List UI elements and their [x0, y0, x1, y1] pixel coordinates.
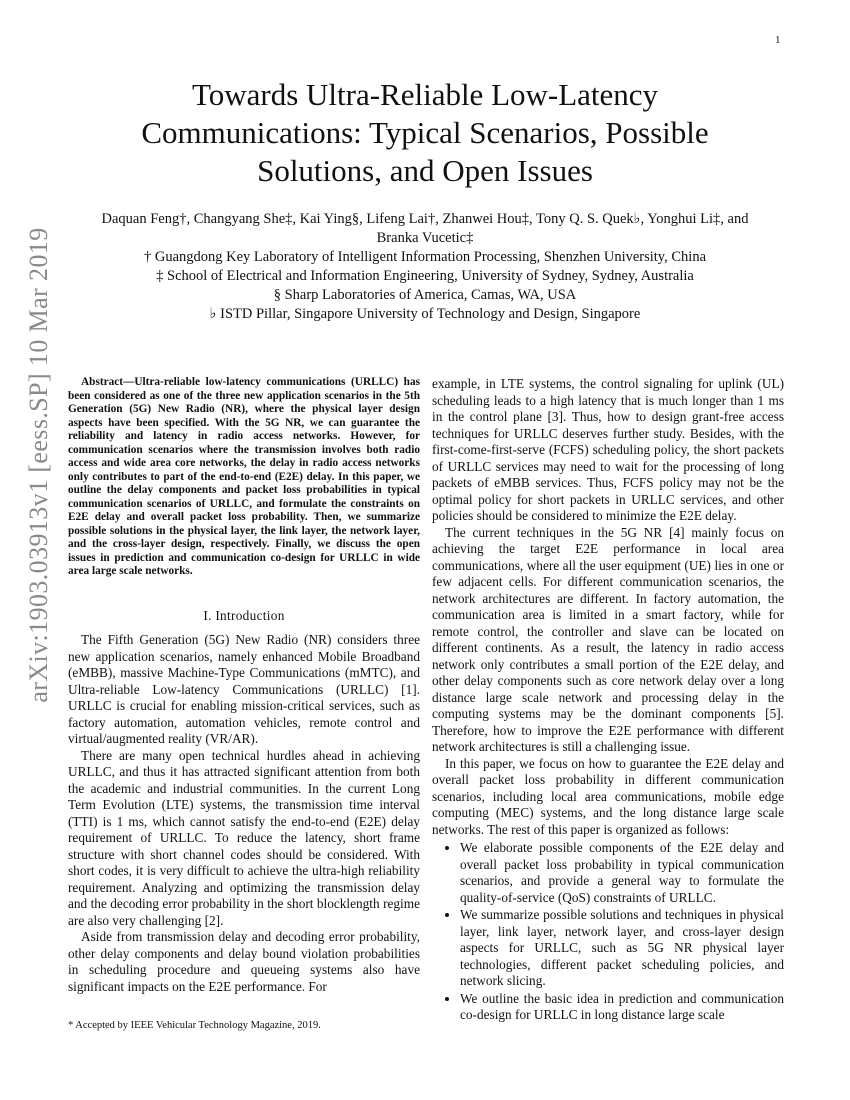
left-column — [68, 376, 420, 995]
affiliations — [70, 248, 780, 324]
paper-title — [80, 76, 770, 190]
affiliation: ♭ ISTD Pillar, Singapore University of Technology and Design, Singapore — [209, 306, 641, 322]
list-item: • We summarize possible solutions and techniques in physical layer, link layer, network layer, and cross-layer design aspects for URLLC, such as 5G NR physical layer technologies, different packet scheduling policies, and network slicing. — [460, 907, 784, 990]
title-line: Solutions, and Open Issues — [257, 153, 593, 188]
contribution-list — [432, 840, 784, 1024]
authors-line-2: Branka Vucetic‡ — [376, 230, 474, 246]
paragraph: example, in LTE systems, the control signaling for uplink (UL) scheduling leads to a high latency that is much longer than 1 ms in the control plane [3]. Thus, how to design grant-free access techniques for URLLC deserves further study. Besides, with the first-come-first-serve (FCFS) scheduling policy, the short packets of URLLC services may need to wait for the processing of long packets of eMBB services. Thus, FCFS policy may not be the optimal policy for short packets in URLLC services, and other policies should be considered to minimize the E2E delay. — [432, 376, 784, 523]
footnote: * Accepted by IEEE Vehicular Technology Magazine, 2019. — [68, 1020, 321, 1031]
author-list — [70, 210, 780, 248]
paragraph: The Fifth Generation (5G) New Radio (NR) considers three new application scenarios, namely enhanced Mobile Broadband (eMBB), massive Machine-Type Communications (mMTC), and Ultra-reliable Low-latency Communications (URLLC) [1]. URLLC is crucial for enabling mission-critical services, such as factory automation, automation vehicles, remote control and virtual/augmented reality (VR/AR). — [68, 632, 420, 746]
abstract: Abstract—Ultra-reliable low-latency communications (URLLC) has been considered as one of the three new application scenarios in the 5th Generation (5G) New Radio (NR), where the physical layer design aspects have been specified. With the 5G NR, we can guarantee the reliability and latency in radio access networks. However, for communication scenarios where the transmission involves both radio access and wide area core networks, the delay in radio access networks only contributes to part of the end-to-end (E2E) delay. In this paper, we outline the delay components and packet loss probabilities in typical communication scenarios of URLLC, and formulate the constraints on E2E delay and overall packet loss probability. Then, we summarize possible solutions in the physical layer, the link layer, the network layer, and the cross-layer design, respectively. Finally, we discuss the open issues in prediction and communication co-design for URLLC in wide area large scale networks. — [68, 376, 420, 577]
affiliation: § Sharp Laboratories of America, Camas, WA, USA — [273, 287, 577, 303]
paragraph: In this paper, we focus on how to guarantee the E2E delay and overall packet loss probability in different communication scenarios, including local area communications, mobile edge computing (MEC) systems, and the long distance large scale networks. The rest of this paper is organized as follows: — [432, 755, 784, 837]
list-item: • We elaborate possible components of the E2E delay and overall packet loss probability in typical communication scenarios, and provide a general way to formulate the quality-of-service (QoS) constraints of URLLC. — [460, 840, 784, 906]
paragraph: The current techniques in the 5G NR [4] mainly focus on achieving the target E2E performance in local area communications, where all the user equipment (UE) lies in one or few adjacent cells. For different communication scenarios, the network architectures are different. In factory automation, the communication area is limited in a smart factory, while for remote control, the controller and slave can be located on different continents. As a result, the latency in radio access network only contributes a small portion of the E2E delay, and other delay components such as core network delay over a long distance large scale network and processing delay in the computing systems may be the dominant components [5]. Therefore, how to improve the E2E performance with different network architectures is still a challenging issue. — [432, 524, 784, 754]
affiliation: † Guangdong Key Laboratory of Intelligent Information Processing, Shenzhen University, China — [143, 249, 707, 265]
paragraph: There are many open technical hurdles ahead in achieving URLLC, and thus it has attracted significant attention from both the academic and industrial communities. In the current Long Term Evolution (LTE) systems, the transmission time interval (TTI) is 1 ms, which cannot satisfy the end-to-end (E2E) delay requirement of URLLC. To reduce the latency, short frame structure with short channel codes should be considered. With short codes, it is very difficult to achieve the ultra-high reliability requirement. Analyzing and optimizing the transmission delay and the decoding error probability in the short blocklength regime are also very challenging [2]. — [68, 747, 420, 928]
paragraph: Aside from transmission delay and decoding error probability, other delay components and delay bound violation probabilities in scheduling procedure and queueing systems also have significant impacts on the E2E performance. For — [68, 929, 420, 994]
right-column — [432, 376, 784, 1025]
section-heading: I. Introduction — [203, 607, 285, 623]
affiliation: ‡ School of Electrical and Information Engineering, University of Sydney, Sydney, Australia — [156, 268, 694, 284]
list-item: • We outline the basic idea in prediction and communication co-design for URLLC in long distance large scale — [460, 991, 784, 1024]
authors-line-1: Daquan Feng†, Changyang She‡, Kai Ying§, Lifeng Lai†, Zhanwei Hou‡, Tony Q. S. Quek♭, Yonghui Li‡, and — [101, 211, 749, 227]
title-line: Towards Ultra-Reliable Low-Latency — [191, 77, 659, 112]
arxiv-stamp: arXiv:1903.03913v1 [eess.SP] 10 Mar 2019 — [24, 227, 53, 703]
title-line: Communications: Typical Scenarios, Possible — [141, 115, 709, 150]
arxiv-sidebar — [0, 0, 60, 1100]
page-number: 1 — [775, 34, 781, 46]
